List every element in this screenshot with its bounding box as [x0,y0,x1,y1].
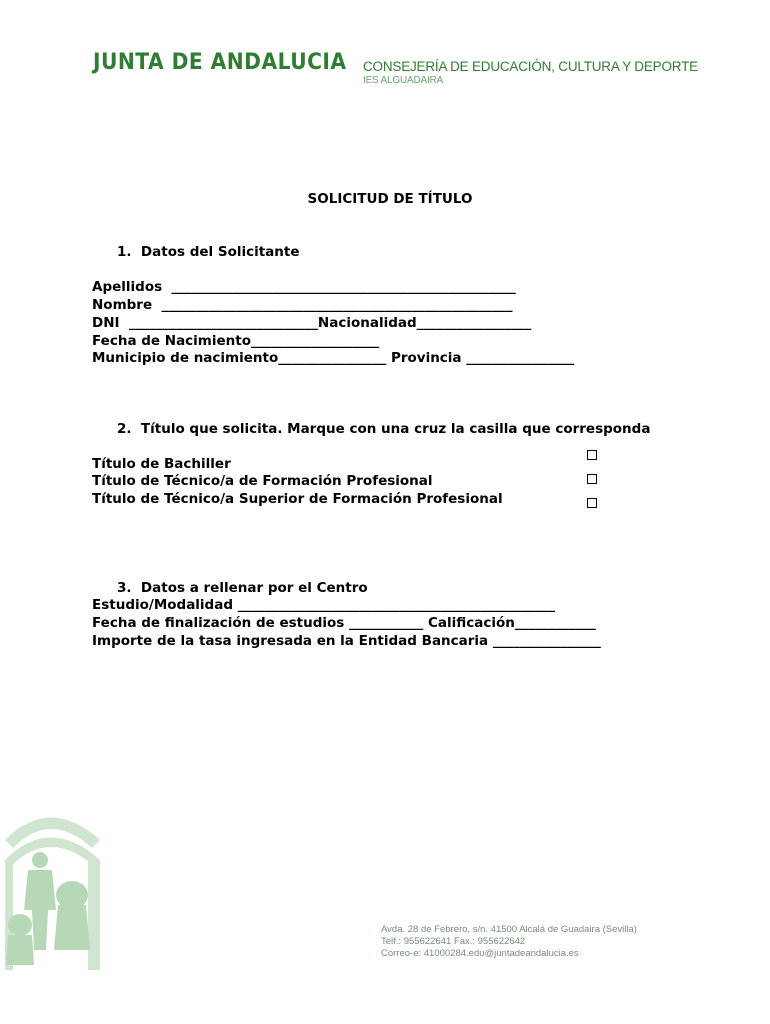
junta-logo-text: JUNTA DE ANDALUCIA [93,50,347,75]
nombre-field[interactable]: Nombre ____________________________________________________ [92,297,513,313]
municipio-provincia-field[interactable]: Municipio de nacimiento________________ Provincia ________________ [92,350,575,366]
section3-heading: 3. Datos a rellenar por el Centro [117,580,368,596]
checkbox-bachiller[interactable] [587,450,597,460]
checkbox-tecnico-superior[interactable] [587,498,597,508]
estudio-modalidad-field[interactable]: Estudio/Modalidad _______________________________________________ [92,597,555,613]
option-tecnico-label: Título de Técnico/a de Formación Profesional [92,473,433,489]
checkbox-tecnico[interactable] [587,474,597,484]
consejeria-name: CONSEJERÍA DE EDUCACIÓN, CULTURA Y DEPORTE [363,59,698,74]
section2-heading: 2. Título que solicita. Marque con una cruz la casilla que corresponda [117,421,651,437]
document-title: SOLICITUD DE TÍTULO [307,191,473,207]
centro-name: IES ALGUADAIRA [363,75,444,86]
fecha-finalizacion-field[interactable]: Fecha de finalización de estudios ___________ Calificación____________ [92,615,596,631]
option-tecnico-superior-label: Título de Técnico/a Superior de Formación Profesional [92,491,503,507]
dni-nacionalidad-field[interactable]: DNI ____________________________Nacionalidad_________________ [92,315,532,331]
footer-phone: Telf.: 955622641 Fax.: 955622642 [381,936,526,947]
fecha-nacimiento-field[interactable]: Fecha de Nacimiento___________________ [92,333,380,349]
andalucia-emblem-icon [0,800,110,970]
footer-email: Correo-e: 41000284.edu@juntadeandalucia.es [381,948,579,959]
importe-tasa-field[interactable]: Importe de la tasa ingresada en la Entidad Bancaria ________________ [92,633,601,649]
footer-address: Avda. 28 de Febrero, s/n. 41500 Alcalá de Guadaira (Sevilla) [381,924,637,935]
apellidos-field[interactable]: Apellidos ___________________________________________________ [92,279,516,295]
option-bachiller-label: Título de Bachiller [92,456,231,472]
section1-heading: 1. Datos del Solicitante [117,244,300,260]
